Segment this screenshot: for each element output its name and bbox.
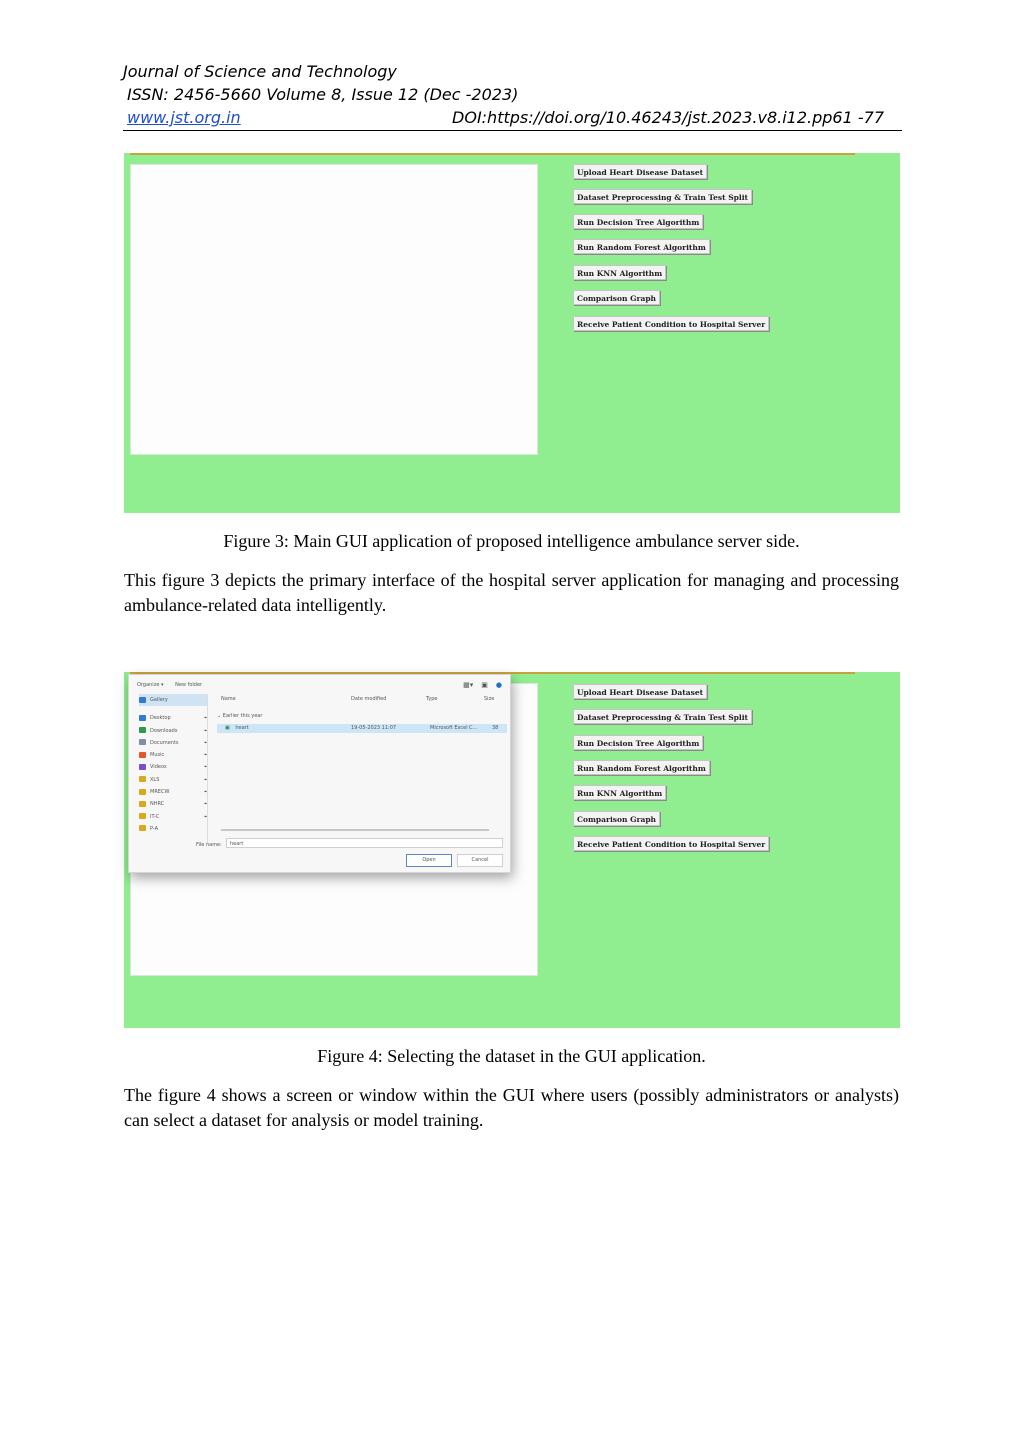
file-name-input[interactable]: heart bbox=[226, 838, 503, 848]
file-type-cell: Microsoft Excel C... bbox=[430, 725, 478, 731]
pin-icon: ⌖ bbox=[204, 776, 207, 783]
decision-tree-button[interactable]: Run Decision Tree Algorithm bbox=[573, 214, 703, 229]
decision-tree-button[interactable]: Run Decision Tree Algorithm bbox=[573, 735, 703, 750]
preprocess-split-button[interactable]: Dataset Preprocessing & Train Test Split bbox=[573, 709, 752, 724]
knn-button[interactable]: Run KNN Algorithm bbox=[573, 785, 666, 800]
nav-item-xls[interactable] bbox=[139, 774, 207, 786]
gallery-icon bbox=[139, 697, 146, 703]
nav-item-desktop[interactable] bbox=[139, 712, 207, 724]
document-icon bbox=[139, 739, 146, 745]
pin-icon: ⌖ bbox=[204, 739, 207, 746]
random-forest-button[interactable]: Run Random Forest Algorithm bbox=[573, 239, 710, 254]
figure-3-caption: Figure 3: Main GUI application of proposed intelligence ambulance server side. bbox=[223, 531, 800, 551]
nav-label: Desktop bbox=[150, 715, 171, 722]
figure-4-paragraph: The figure 4 shows a screen or window within the GUI where users (possibly administrators or analysts) can select a dataset for analysis or model training. bbox=[124, 1085, 899, 1130]
nav-label: Gallery bbox=[150, 697, 168, 703]
music-icon bbox=[139, 752, 146, 758]
comparison-graph-button[interactable]: Comparison Graph bbox=[573, 290, 660, 305]
figure-3-paragraph: This figure 3 depicts the primary interface of the hospital server application for managing and processing ambulance-related data intelligently. bbox=[124, 570, 899, 615]
file-name-label: File name: bbox=[196, 842, 222, 848]
nav-label: Music bbox=[150, 752, 165, 759]
header-links-row bbox=[123, 106, 902, 131]
download-icon bbox=[139, 727, 146, 733]
nav-label: IT-C bbox=[150, 813, 160, 820]
knn-button[interactable]: Run KNN Algorithm bbox=[573, 265, 666, 280]
cancel-button[interactable]: Cancel bbox=[457, 854, 503, 867]
column-header-date[interactable]: Date modified bbox=[351, 696, 387, 702]
column-header-name[interactable]: Name bbox=[221, 696, 236, 702]
pane-splitter[interactable] bbox=[207, 694, 208, 844]
figure-4-gui-screenshot bbox=[124, 672, 900, 1028]
pin-icon: ⌖ bbox=[204, 789, 207, 796]
pin-icon: ⌖ bbox=[204, 764, 207, 771]
upload-dataset-button[interactable]: Upload Heart Disease Dataset bbox=[573, 684, 707, 699]
nav-item-downloads[interactable] bbox=[139, 725, 207, 737]
file-size-cell: 38 bbox=[492, 725, 499, 731]
column-headers bbox=[221, 696, 500, 702]
file-date-cell: 19-05-2023 11:07 bbox=[351, 725, 397, 731]
journal-website-link[interactable]: www.jst.org.in bbox=[127, 108, 241, 127]
folder-icon bbox=[139, 825, 146, 831]
organize-menu[interactable]: Organize ▾ bbox=[137, 682, 164, 688]
output-text-area bbox=[130, 164, 538, 455]
folder-icon bbox=[139, 801, 146, 807]
folder-icon bbox=[139, 789, 146, 795]
nav-item-mrecw[interactable] bbox=[139, 786, 207, 798]
help-icon[interactable]: ● bbox=[495, 681, 502, 689]
nav-label: Videos bbox=[150, 764, 167, 771]
open-button[interactable]: Open bbox=[406, 854, 452, 867]
pin-icon: ⌖ bbox=[204, 752, 207, 759]
pin-icon: ⌖ bbox=[204, 727, 207, 734]
navigation-pane bbox=[139, 694, 207, 835]
view-options bbox=[463, 681, 502, 689]
nav-item-music[interactable] bbox=[139, 749, 207, 761]
nav-label: Downloads bbox=[150, 727, 178, 734]
nav-item-gallery[interactable] bbox=[139, 694, 207, 706]
new-folder-button[interactable]: New folder bbox=[175, 682, 203, 688]
file-row-heart[interactable] bbox=[217, 724, 507, 733]
nav-label: MRECW bbox=[150, 789, 170, 796]
view-mode-icon[interactable]: ▦▾ bbox=[463, 681, 474, 689]
horizontal-scrollbar[interactable] bbox=[221, 829, 489, 831]
video-icon bbox=[139, 764, 146, 770]
nav-item-p-a[interactable] bbox=[139, 823, 207, 835]
pin-icon: ⌖ bbox=[204, 715, 207, 722]
doi-text: DOI:https://doi.org/10.46243/jst.2023.v8.i12.pp61 -77 bbox=[452, 108, 884, 127]
dialog-toolbar bbox=[137, 682, 212, 688]
group-header[interactable]: ⌄ Earlier this year bbox=[217, 713, 263, 719]
nav-label: XLS bbox=[150, 776, 160, 783]
preview-pane-icon[interactable]: ▣ bbox=[481, 681, 488, 689]
column-header-size[interactable]: Size bbox=[484, 696, 495, 702]
excel-file-icon-name bbox=[217, 724, 347, 733]
issn-line: ISSN: 2456-5660 Volume 8, Issue 12 (Dec -2023) bbox=[127, 85, 519, 104]
nav-item-documents[interactable] bbox=[139, 737, 207, 749]
random-forest-button[interactable]: Run Random Forest Algorithm bbox=[573, 760, 710, 775]
nav-label: P-A bbox=[150, 825, 159, 832]
nav-label: Documents bbox=[150, 739, 179, 746]
receive-patient-condition-button[interactable]: Receive Patient Condition to Hospital Server bbox=[573, 316, 769, 331]
journal-title: Journal of Science and Technology bbox=[123, 62, 397, 81]
comparison-graph-button[interactable]: Comparison Graph bbox=[573, 811, 660, 826]
column-header-type[interactable]: Type bbox=[426, 696, 438, 702]
pin-icon: ⌖ bbox=[204, 813, 207, 820]
upload-dataset-button[interactable]: Upload Heart Disease Dataset bbox=[573, 164, 707, 179]
folder-icon bbox=[139, 776, 146, 782]
file-open-dialog bbox=[128, 674, 511, 873]
nav-item-nhrc[interactable] bbox=[139, 798, 207, 810]
window-top-border bbox=[130, 153, 855, 155]
nav-label: NHRC bbox=[150, 801, 165, 808]
pin-icon: ⌖ bbox=[204, 801, 207, 808]
nav-item-it-c[interactable] bbox=[139, 811, 207, 823]
desktop-icon bbox=[139, 715, 146, 721]
receive-patient-condition-button[interactable]: Receive Patient Condition to Hospital Server bbox=[573, 836, 769, 851]
figure-4-caption: Figure 4: Selecting the dataset in the GUI application. bbox=[317, 1046, 706, 1066]
figure-3-gui-screenshot bbox=[124, 153, 900, 513]
folder-icon bbox=[139, 813, 146, 819]
running-header bbox=[123, 60, 902, 131]
nav-item-videos[interactable] bbox=[139, 761, 207, 773]
preprocess-split-button[interactable]: Dataset Preprocessing & Train Test Split bbox=[573, 189, 752, 204]
excel-icon: ▣ bbox=[225, 725, 230, 731]
file-name-cell: heart bbox=[235, 725, 249, 731]
